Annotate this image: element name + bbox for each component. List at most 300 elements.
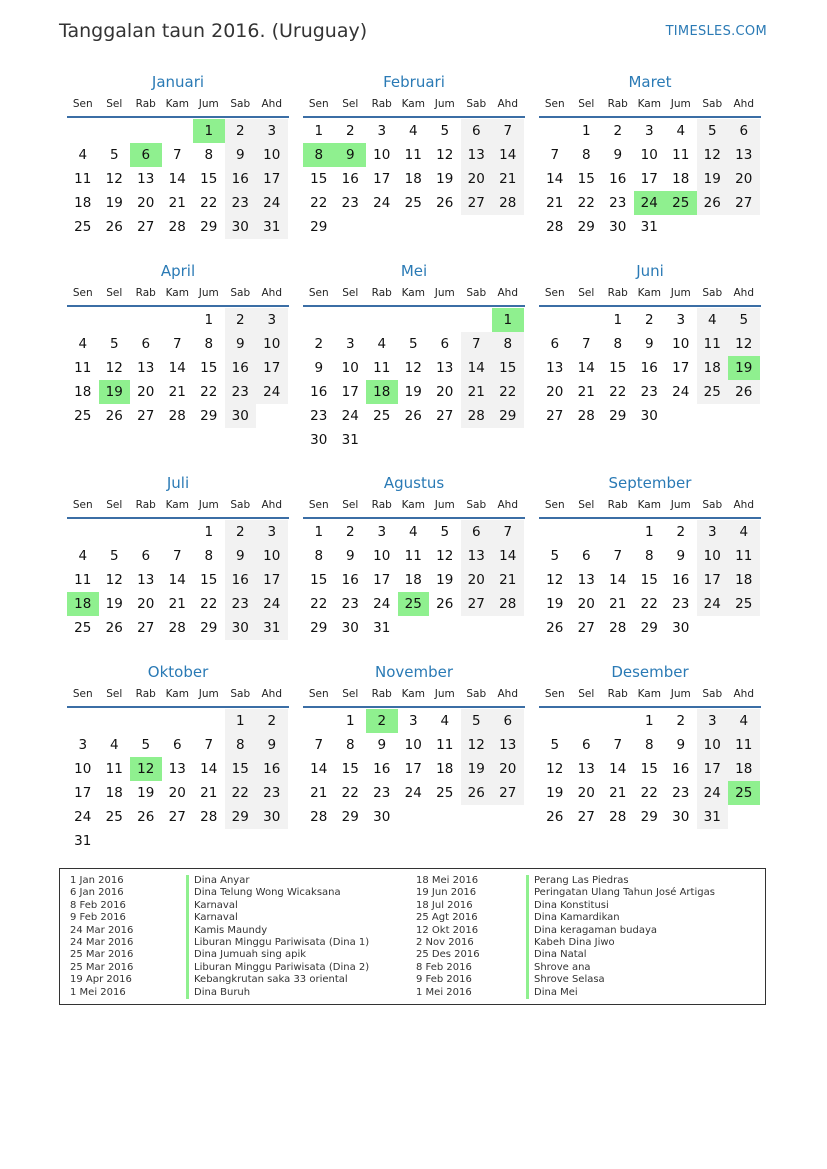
day-cell: 28 <box>168 219 186 235</box>
day-cell: 9 <box>676 548 686 564</box>
day-cell: 14 <box>609 572 627 588</box>
day-cell: 29 <box>577 219 595 235</box>
weekday-label: Ahd <box>497 98 518 110</box>
day-cell: 8 <box>314 548 324 564</box>
day-cell: 18 <box>404 572 422 588</box>
month-desember <box>539 662 761 829</box>
month-name: Februari <box>383 73 445 91</box>
weekday-label: Kam <box>637 287 661 299</box>
day-cell: 11 <box>672 147 690 163</box>
day-cell: 10 <box>256 332 288 356</box>
weekday-label: Sab <box>230 499 251 511</box>
weekday-label: Sen <box>308 287 329 299</box>
day-grid <box>539 520 761 640</box>
empty-cell <box>162 119 194 143</box>
holiday-day-cell: 19 <box>728 356 760 380</box>
weekday-label: Sen <box>72 499 93 511</box>
day-cell: 27 <box>546 408 564 424</box>
day-cell: 23 <box>609 195 627 211</box>
day-cell: 13 <box>168 761 186 777</box>
day-cell: 23 <box>310 408 328 424</box>
empty-cell <box>67 709 99 733</box>
legend-holiday-name: Kebangkrutan saka 33 oriental <box>186 974 369 986</box>
empty-cell <box>602 520 634 544</box>
day-cell: 22 <box>492 380 524 404</box>
holiday-day-cell: 19 <box>99 380 131 404</box>
day-cell: 29 <box>200 620 218 636</box>
day-cell: 3 <box>78 737 88 753</box>
day-cell: 7 <box>492 520 524 544</box>
weekday-label: Jum <box>198 98 219 110</box>
day-cell: 20 <box>546 384 564 400</box>
empty-cell <box>99 709 131 733</box>
day-cell: 21 <box>609 596 627 612</box>
weekday-label: Rab <box>607 688 628 700</box>
day-cell: 5 <box>461 709 493 733</box>
day-cell: 12 <box>728 332 760 356</box>
holiday-day-cell: 6 <box>130 143 162 167</box>
day-cell: 23 <box>341 195 359 211</box>
legend-holiday-name: Shrove Selasa <box>526 974 715 986</box>
day-cell: 16 <box>672 761 690 777</box>
day-grid <box>67 119 289 239</box>
day-cell: 16 <box>256 757 288 781</box>
day-cell: 3 <box>676 312 686 328</box>
day-cell: 26 <box>436 596 454 612</box>
day-cell: 4 <box>697 308 729 332</box>
day-cell: 6 <box>461 119 493 143</box>
day-cell: 13 <box>728 143 760 167</box>
month-name: Oktober <box>147 663 209 681</box>
empty-cell <box>602 709 634 733</box>
day-cell: 1 <box>644 524 654 540</box>
day-cell: 29 <box>225 805 257 829</box>
weekday-label: Sab <box>466 98 487 110</box>
weekday-label: Kam <box>401 98 425 110</box>
day-cell: 19 <box>436 572 454 588</box>
day-cell: 23 <box>640 384 658 400</box>
day-cell: 31 <box>256 616 288 640</box>
holiday-day-cell: 9 <box>335 143 367 167</box>
weekday-label: Rab <box>135 287 156 299</box>
day-cell: 8 <box>492 332 524 356</box>
day-cell: 5 <box>550 737 560 753</box>
weekday-header <box>67 682 289 708</box>
day-cell: 5 <box>109 336 119 352</box>
legend-holiday-name: Kabeh Dina Jiwo <box>526 937 715 949</box>
weekday-label: Sen <box>72 688 93 700</box>
day-cell: 9 <box>225 544 257 568</box>
day-cell: 25 <box>373 408 391 424</box>
weekday-label: Sel <box>342 688 359 700</box>
day-cell: 15 <box>577 171 595 187</box>
day-cell: 4 <box>377 336 387 352</box>
day-cell: 18 <box>74 384 92 400</box>
empty-cell <box>67 520 99 544</box>
day-cell: 24 <box>341 408 359 424</box>
legend-holiday-date: 8 Feb 2016 <box>70 899 126 911</box>
legend-holiday-date: 19 Apr 2016 <box>70 974 132 986</box>
day-cell: 11 <box>74 360 92 376</box>
weekday-label: Sen <box>308 688 329 700</box>
day-cell: 2 <box>345 123 355 139</box>
day-cell: 24 <box>256 592 288 616</box>
weekday-label: Kam <box>401 499 425 511</box>
day-cell: 16 <box>341 171 359 187</box>
month-name: September <box>608 474 692 492</box>
day-cell: 22 <box>577 195 595 211</box>
weekday-label: Rab <box>371 688 392 700</box>
empty-cell <box>539 119 571 143</box>
day-cell: 8 <box>204 548 214 564</box>
day-cell: 17 <box>74 785 92 801</box>
day-grid <box>539 119 761 239</box>
weekday-header <box>539 92 761 118</box>
weekday-label: Kam <box>401 688 425 700</box>
day-cell: 18 <box>105 785 123 801</box>
day-cell: 22 <box>640 596 658 612</box>
day-cell: 1 <box>644 713 654 729</box>
day-cell: 28 <box>492 191 524 215</box>
day-cell: 10 <box>697 733 729 757</box>
day-grid <box>303 709 525 829</box>
day-cell: 13 <box>577 761 595 777</box>
day-grid <box>303 119 525 239</box>
legend-holiday-date: 25 Mar 2016 <box>70 961 134 973</box>
month-februari <box>303 72 525 239</box>
weekday-label: Sab <box>230 688 251 700</box>
day-cell: 5 <box>141 737 151 753</box>
day-cell: 2 <box>225 119 257 143</box>
day-cell: 23 <box>672 596 690 612</box>
day-cell: 31 <box>256 215 288 239</box>
weekday-header <box>303 493 525 519</box>
weekday-label: Kam <box>165 287 189 299</box>
day-cell: 6 <box>581 548 591 564</box>
day-cell: 20 <box>577 785 595 801</box>
weekday-label: Rab <box>371 98 392 110</box>
day-cell: 21 <box>168 596 186 612</box>
day-cell: 4 <box>676 123 686 139</box>
day-cell: 20 <box>728 167 760 191</box>
weekday-label: Sab <box>702 98 723 110</box>
day-cell: 30 <box>609 219 627 235</box>
day-cell: 9 <box>225 332 257 356</box>
day-cell: 16 <box>225 568 257 592</box>
weekday-header <box>539 281 761 307</box>
legend-holiday-name: Dina Telung Wong Wicaksana <box>186 887 369 899</box>
weekday-label: Ahd <box>733 98 754 110</box>
empty-cell <box>67 308 99 332</box>
day-cell: 13 <box>137 360 155 376</box>
day-cell: 11 <box>74 171 92 187</box>
day-cell: 8 <box>644 737 654 753</box>
month-name: Juni <box>636 262 664 280</box>
day-cell: 12 <box>546 572 564 588</box>
day-cell: 25 <box>105 809 123 825</box>
day-cell: 26 <box>697 191 729 215</box>
day-cell: 1 <box>204 312 214 328</box>
day-cell: 1 <box>581 123 591 139</box>
day-cell: 25 <box>436 785 454 801</box>
day-cell: 8 <box>225 733 257 757</box>
weekday-label: Ahd <box>261 98 282 110</box>
day-cell: 12 <box>697 143 729 167</box>
day-cell: 29 <box>200 219 218 235</box>
day-cell: 24 <box>404 785 422 801</box>
day-cell: 11 <box>728 544 760 568</box>
weekday-label: Sel <box>578 688 595 700</box>
brand-link[interactable]: TIMESLES.COM <box>665 24 767 39</box>
holiday-day-cell: 25 <box>728 781 760 805</box>
day-cell: 12 <box>546 761 564 777</box>
month-oktober <box>67 662 289 853</box>
day-cell: 6 <box>141 548 151 564</box>
legend-holiday-date: 25 Des 2016 <box>416 949 480 961</box>
month-september <box>539 473 761 640</box>
day-cell: 18 <box>436 761 454 777</box>
legend-holiday-date: 1 Mei 2016 <box>70 986 126 998</box>
weekday-label: Sel <box>106 98 123 110</box>
day-cell: 2 <box>256 709 288 733</box>
day-cell: 26 <box>105 408 123 424</box>
empty-cell <box>162 308 194 332</box>
day-cell: 2 <box>644 312 654 328</box>
day-cell: 14 <box>461 356 493 380</box>
day-cell: 27 <box>492 781 524 805</box>
day-cell: 6 <box>728 119 760 143</box>
day-cell: 12 <box>105 572 123 588</box>
day-cell: 15 <box>310 572 328 588</box>
day-grid <box>303 308 525 452</box>
holiday-day-cell: 1 <box>193 119 225 143</box>
legend-holiday-date: 24 Mar 2016 <box>70 937 134 949</box>
day-cell: 27 <box>461 592 493 616</box>
day-cell: 16 <box>609 171 627 187</box>
day-cell: 14 <box>310 761 328 777</box>
day-cell: 15 <box>200 171 218 187</box>
day-cell: 17 <box>640 171 658 187</box>
day-cell: 2 <box>613 123 623 139</box>
empty-cell <box>539 520 571 544</box>
day-cell: 12 <box>404 360 422 376</box>
day-cell: 23 <box>341 596 359 612</box>
day-cell: 11 <box>404 548 422 564</box>
legend-dates-right <box>416 875 480 999</box>
day-cell: 3 <box>377 123 387 139</box>
day-cell: 27 <box>168 809 186 825</box>
day-cell: 31 <box>697 805 729 829</box>
day-cell: 3 <box>256 308 288 332</box>
day-cell: 12 <box>436 548 454 564</box>
legend-holiday-date: 9 Feb 2016 <box>70 912 126 924</box>
day-cell: 7 <box>613 548 623 564</box>
empty-cell <box>162 709 194 733</box>
legend-holiday-name: Dina Jumuah sing apik <box>186 949 369 961</box>
day-cell: 10 <box>341 360 359 376</box>
day-cell: 21 <box>577 384 595 400</box>
weekday-label: Sel <box>578 287 595 299</box>
day-cell: 21 <box>310 785 328 801</box>
day-cell: 4 <box>109 737 119 753</box>
day-cell: 28 <box>168 620 186 636</box>
day-cell: 17 <box>341 384 359 400</box>
weekday-label: Sen <box>544 98 565 110</box>
weekday-label: Ahd <box>261 688 282 700</box>
day-cell: 7 <box>550 147 560 163</box>
day-cell: 20 <box>137 195 155 211</box>
day-cell: 3 <box>697 520 729 544</box>
weekday-label: Sen <box>72 98 93 110</box>
legend-holiday-date: 19 Jun 2016 <box>416 887 477 899</box>
day-cell: 27 <box>728 191 760 215</box>
holiday-day-cell: 25 <box>398 592 430 616</box>
day-cell: 21 <box>200 785 218 801</box>
weekday-label: Jum <box>670 287 691 299</box>
day-cell: 16 <box>640 360 658 376</box>
day-cell: 29 <box>492 404 524 428</box>
weekday-label: Sel <box>578 98 595 110</box>
day-cell: 29 <box>640 809 658 825</box>
legend-holiday-date: 1 Mei 2016 <box>416 986 472 998</box>
day-cell: 2 <box>225 520 257 544</box>
weekday-label: Jum <box>198 688 219 700</box>
day-cell: 11 <box>105 761 123 777</box>
day-cell: 5 <box>109 548 119 564</box>
day-cell: 22 <box>200 596 218 612</box>
day-cell: 14 <box>609 761 627 777</box>
weekday-label: Ahd <box>497 287 518 299</box>
day-cell: 8 <box>204 147 214 163</box>
day-cell: 26 <box>105 219 123 235</box>
day-cell: 7 <box>613 737 623 753</box>
day-cell: 4 <box>78 548 88 564</box>
day-cell: 10 <box>640 147 658 163</box>
weekday-label: Sel <box>106 499 123 511</box>
day-cell: 15 <box>640 761 658 777</box>
weekday-label: Ahd <box>733 688 754 700</box>
holiday-day-cell: 12 <box>130 757 162 781</box>
day-cell: 4 <box>728 520 760 544</box>
legend-holiday-name: Liburan Minggu Pariwisata (Dina 2) <box>186 962 369 974</box>
day-cell: 14 <box>577 360 595 376</box>
month-agustus <box>303 473 525 640</box>
legend-dates-left <box>70 875 133 999</box>
weekday-label: Ahd <box>733 287 754 299</box>
day-cell: 12 <box>461 733 493 757</box>
weekday-label: Jum <box>198 499 219 511</box>
day-cell: 26 <box>461 781 493 805</box>
day-cell: 9 <box>256 733 288 757</box>
day-cell: 10 <box>256 544 288 568</box>
day-cell: 23 <box>373 785 391 801</box>
day-cell: 28 <box>546 219 564 235</box>
weekday-label: Sel <box>578 499 595 511</box>
day-cell: 30 <box>225 404 257 428</box>
weekday-label: Rab <box>607 98 628 110</box>
holiday-day-cell: 8 <box>303 143 335 167</box>
day-cell: 21 <box>168 384 186 400</box>
day-cell: 30 <box>256 805 288 829</box>
day-cell: 4 <box>728 709 760 733</box>
day-cell: 31 <box>74 833 92 849</box>
legend-holiday-name: Dina Anyar <box>186 875 369 887</box>
day-cell: 24 <box>74 809 92 825</box>
legend-holiday-date: 25 Agt 2016 <box>416 912 478 924</box>
day-cell: 2 <box>676 524 686 540</box>
day-cell: 22 <box>225 781 257 805</box>
day-cell: 10 <box>672 336 690 352</box>
weekday-label: Sab <box>466 688 487 700</box>
day-cell: 24 <box>373 195 391 211</box>
day-cell: 24 <box>373 596 391 612</box>
weekday-label: Kam <box>637 688 661 700</box>
weekday-label: Rab <box>607 499 628 511</box>
day-cell: 26 <box>436 195 454 211</box>
day-cell: 30 <box>341 620 359 636</box>
month-name: Agustus <box>383 474 445 492</box>
day-cell: 30 <box>225 616 257 640</box>
day-cell: 27 <box>577 809 595 825</box>
day-cell: 14 <box>200 761 218 777</box>
day-cell: 26 <box>728 380 760 404</box>
day-cell: 14 <box>492 143 524 167</box>
day-cell: 3 <box>697 709 729 733</box>
day-cell: 22 <box>310 596 328 612</box>
day-cell: 8 <box>204 336 214 352</box>
holiday-day-cell: 18 <box>366 380 398 404</box>
day-cell: 20 <box>492 757 524 781</box>
day-cell: 4 <box>78 336 88 352</box>
legend-holiday-name: Peringatan Ulang Tahun José Artigas <box>526 887 715 899</box>
day-cell: 4 <box>408 524 418 540</box>
day-cell: 15 <box>609 360 627 376</box>
weekday-label: Jum <box>434 688 455 700</box>
empty-cell <box>130 709 162 733</box>
legend-holiday-name: Dina Mei <box>526 987 715 999</box>
legend-names-left <box>186 875 369 999</box>
day-cell: 26 <box>105 620 123 636</box>
day-cell: 15 <box>341 761 359 777</box>
day-cell: 18 <box>728 568 760 592</box>
day-cell: 11 <box>697 332 729 356</box>
day-cell: 17 <box>697 757 729 781</box>
day-cell: 3 <box>345 336 355 352</box>
weekday-header <box>303 682 525 708</box>
legend-holiday-date: 18 Jul 2016 <box>416 899 473 911</box>
day-cell: 19 <box>461 757 493 781</box>
holiday-day-cell: 25 <box>665 191 697 215</box>
day-cell: 28 <box>200 809 218 825</box>
empty-cell <box>571 520 603 544</box>
weekday-header <box>67 281 289 307</box>
month-juli <box>67 473 289 640</box>
weekday-label: Sab <box>230 287 251 299</box>
day-cell: 4 <box>408 123 418 139</box>
day-cell: 28 <box>609 620 627 636</box>
empty-cell <box>162 520 194 544</box>
weekday-label: Ahd <box>497 499 518 511</box>
day-cell: 28 <box>609 809 627 825</box>
weekday-label: Sel <box>342 499 359 511</box>
weekday-label: Rab <box>607 287 628 299</box>
day-cell: 7 <box>172 548 182 564</box>
day-cell: 9 <box>613 147 623 163</box>
month-mei <box>303 261 525 452</box>
day-grid <box>67 520 289 640</box>
day-grid <box>539 709 761 829</box>
day-cell: 13 <box>492 733 524 757</box>
